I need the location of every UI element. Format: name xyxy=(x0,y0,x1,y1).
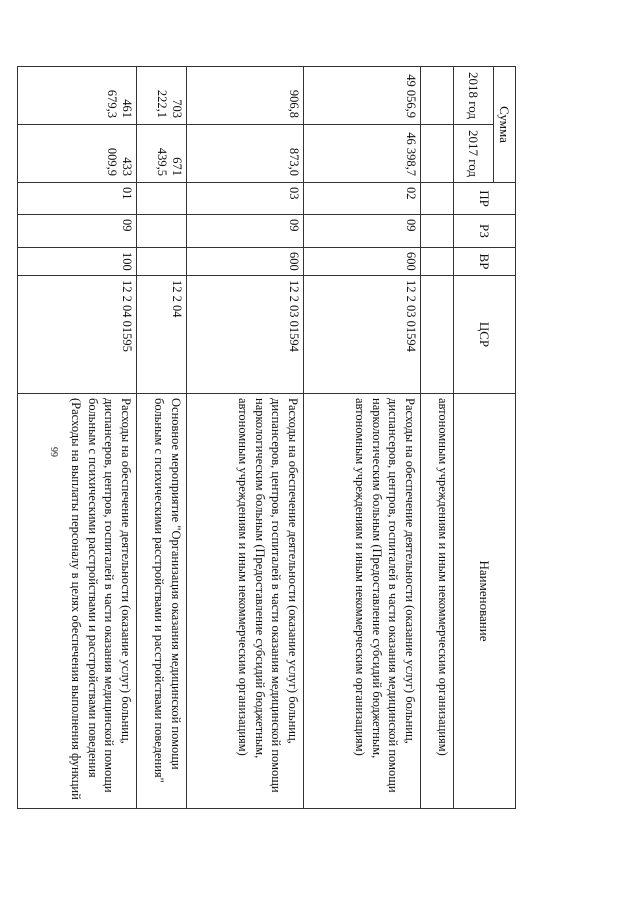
cell-name: Расходы на обеспечение деятельности (оказание услуг) больниц, диспансеров, центров, госпиталей в части оказания медицинской помощи наркологическим больным (Предоставление субсидий бюджетным, автономным учреждениям и иным некоммерческим организациям) xyxy=(304,394,421,809)
header-2017: 2017 год xyxy=(454,125,494,183)
cell-csr: 12 2 04 01595 xyxy=(18,276,137,394)
page-number: 66 xyxy=(50,447,61,457)
cell-pr xyxy=(137,183,187,215)
cell-rz: 09 xyxy=(18,215,137,248)
cell-2018 xyxy=(421,67,454,125)
cell-csr: 12 2 03 01594 xyxy=(187,276,304,394)
cell-rz: 09 xyxy=(304,215,421,248)
cell-csr: 12 2 03 01594 xyxy=(304,276,421,394)
cell-name: Основное мероприятие "Организация оказания медицинской помощи больным с психическими расстройствами и расстройствами поведения" xyxy=(137,394,187,809)
table-row xyxy=(137,67,187,809)
header-pr: ПР xyxy=(454,183,516,215)
cell-2017: 671 439,5 xyxy=(137,125,187,183)
budget-table xyxy=(17,66,516,809)
cell-csr: 12 2 04 xyxy=(137,276,187,394)
cell-2018: 906,8 xyxy=(187,67,304,125)
cell-2018: 703 222,1 xyxy=(137,67,187,125)
cell-name: Расходы на обеспечение деятельности (оказание услуг) больниц, диспансеров, центров, госпиталей в части оказания медицинской помощи больным с психическими расстройствами и расстройствами поведения (Расходы на выплаты персоналу в целях обеспечения выполнения функций xyxy=(18,394,137,809)
rotated-table-container xyxy=(69,66,516,808)
cell-2017: 46 398,7 xyxy=(304,125,421,183)
cell-2017: 873,0 xyxy=(187,125,304,183)
cell-pr: 01 xyxy=(18,183,137,215)
header-rz: РЗ xyxy=(454,215,516,248)
cell-pr: 03 xyxy=(187,183,304,215)
cell-vr: 600 xyxy=(304,248,421,276)
cell-rz: 09 xyxy=(187,215,304,248)
cell-2018: 49 056,9 xyxy=(304,67,421,125)
cell-vr xyxy=(137,248,187,276)
cell-pr: 02 xyxy=(304,183,421,215)
header-name: Наименование xyxy=(454,394,516,809)
cell-rz xyxy=(421,215,454,248)
cell-name: Расходы на обеспечение деятельности (оказание услуг) больниц, диспансеров, центров, госпиталей в части оказания медицинской помощи наркологическим больным (Предоставление субсидий бюджетным, автономным учреждениям и иным некоммерческим организациям) xyxy=(187,394,304,809)
cell-vr: 600 xyxy=(187,248,304,276)
cell-2017: 433 009,9 xyxy=(18,125,137,183)
header-csr: ЦСР xyxy=(454,276,516,394)
table-row xyxy=(421,67,454,809)
header-sum: Сумма xyxy=(494,67,516,183)
cell-2018: 461 679,3 xyxy=(18,67,137,125)
cell-rz xyxy=(137,215,187,248)
table-row xyxy=(187,67,304,809)
header-vr: ВР xyxy=(454,248,516,276)
table-row xyxy=(304,67,421,809)
header-2018: 2018 год xyxy=(454,67,494,125)
cell-vr: 100 xyxy=(18,248,137,276)
cell-name: автономным учреждениям и иным некоммерческим организациям) xyxy=(421,394,454,809)
cell-csr xyxy=(421,276,454,394)
cell-2017 xyxy=(421,125,454,183)
cell-pr xyxy=(421,183,454,215)
header-row-top xyxy=(494,67,516,809)
table-row xyxy=(18,67,137,809)
cell-vr xyxy=(421,248,454,276)
